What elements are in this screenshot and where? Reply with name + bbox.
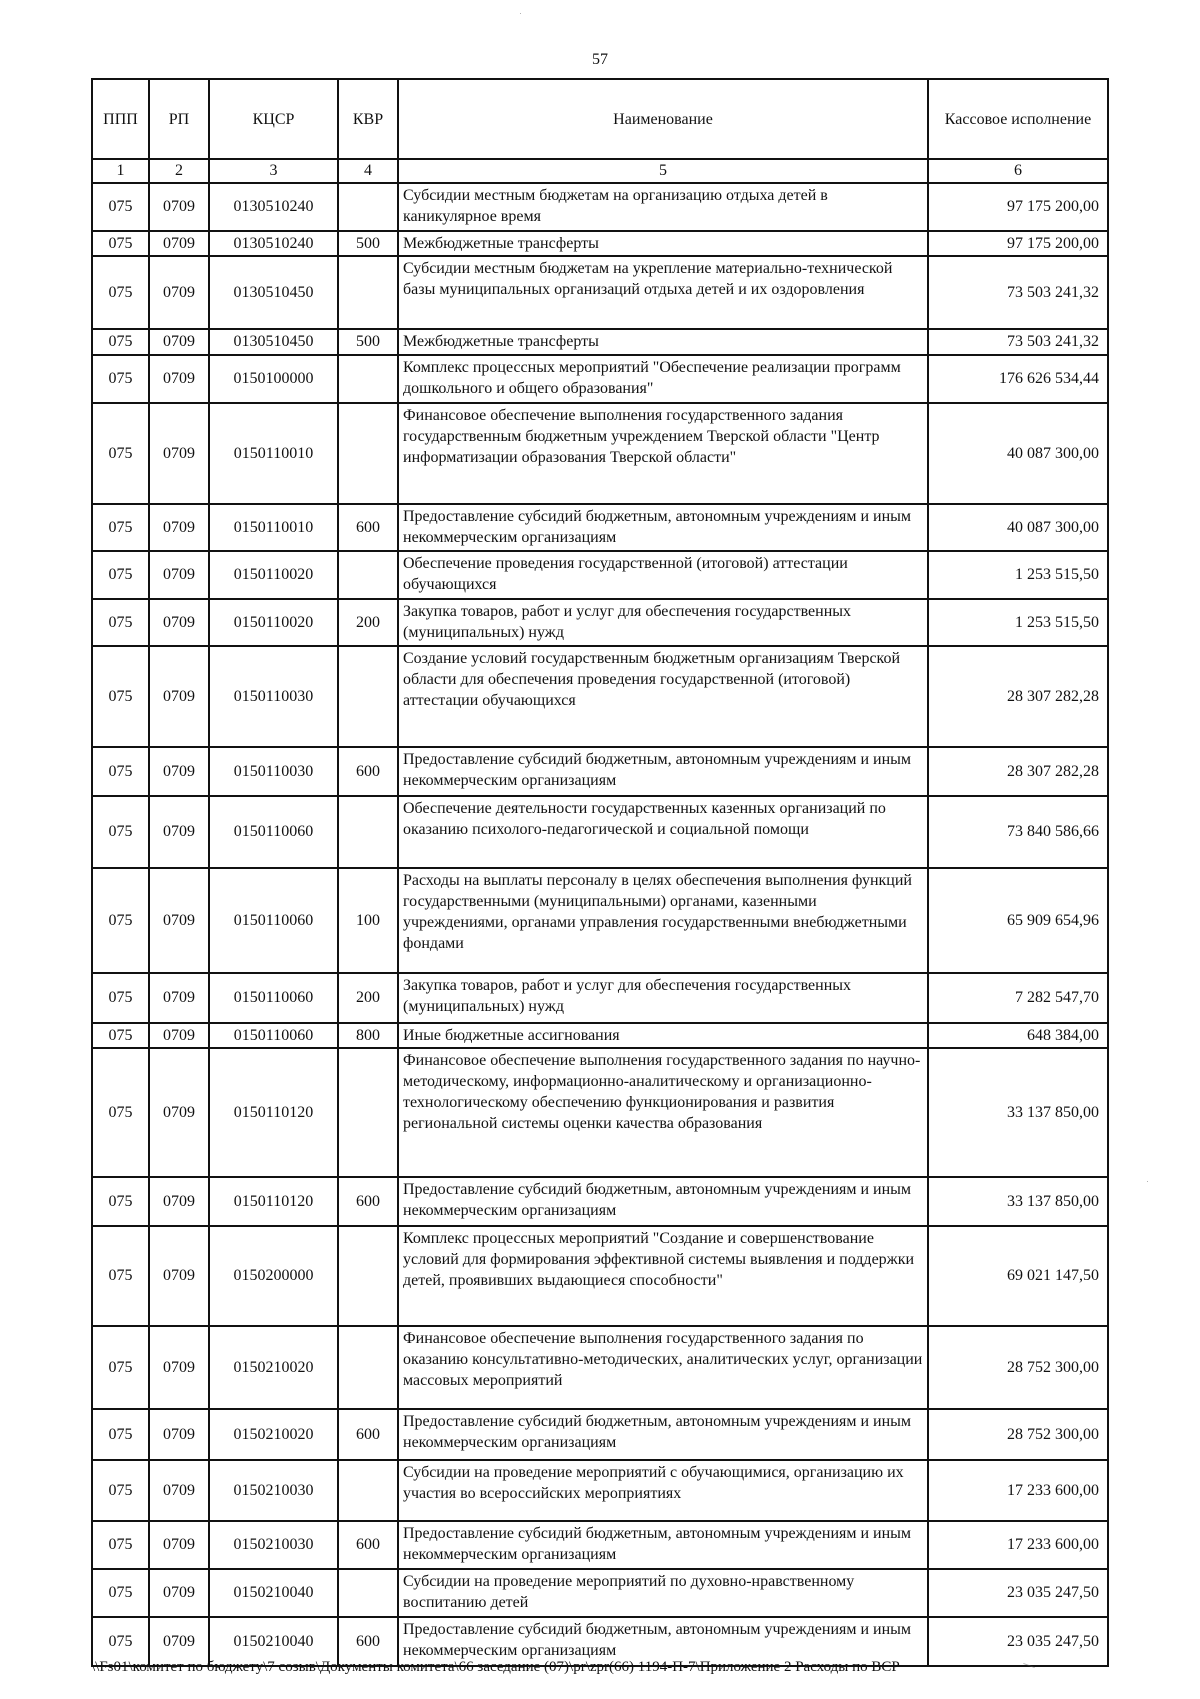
column-number-2: 2 [149, 159, 209, 183]
table-row [92, 1177, 1108, 1227]
cell-kvr: 600 [338, 1521, 398, 1569]
cell-rp: 0709 [149, 646, 209, 746]
cell-kcsr: 0150100000 [209, 355, 338, 404]
cell-kvr: 100 [338, 868, 398, 973]
cell-kcsr: 0130510240 [209, 231, 338, 257]
cell-kvr: 500 [338, 329, 398, 355]
cell-name: Комплекс процессных мероприятий "Обеспечение реализации программ дошкольного и общего образования" [398, 355, 928, 404]
cell-amount: 648 384,00 [928, 1023, 1108, 1049]
cell-kvr [338, 256, 398, 328]
cell-name: Межбюджетные трансферты [398, 231, 928, 257]
cell-rp: 0709 [149, 1460, 209, 1521]
cell-name: Закупка товаров, работ и услуг для обеспечения государственных (муниципальных) нужд [398, 599, 928, 647]
cell-kcsr: 0150110120 [209, 1177, 338, 1227]
header-kvr: КВР [338, 79, 398, 159]
cell-ppp: 075 [92, 1460, 149, 1521]
cell-name: Предоставление субсидий бюджетным, автономным учреждениям и иным некоммерческим организациям [398, 1177, 928, 1227]
cell-kcsr: 0150110020 [209, 599, 338, 647]
table-row [92, 231, 1108, 257]
cell-ppp: 075 [92, 1521, 149, 1569]
cell-name: Предоставление субсидий бюджетным, автономным учреждениям и иным некоммерческим организациям [398, 1521, 928, 1569]
cell-ppp: 075 [92, 1409, 149, 1460]
cell-rp: 0709 [149, 1326, 209, 1410]
cell-kvr [338, 646, 398, 746]
cell-rp: 0709 [149, 868, 209, 973]
column-number-3: 3 [209, 159, 338, 183]
table-row [92, 973, 1108, 1023]
cell-kcsr: 0130510450 [209, 329, 338, 355]
table-row [92, 355, 1108, 404]
cell-rp: 0709 [149, 599, 209, 647]
header-ppp: ППП [92, 79, 149, 159]
cell-kcsr: 0150110010 [209, 504, 338, 552]
cell-kcsr: 0150110120 [209, 1048, 338, 1176]
cell-kvr: 600 [338, 1177, 398, 1227]
cell-ppp: 075 [92, 1023, 149, 1049]
cell-amount: 1 253 515,50 [928, 599, 1108, 647]
cell-amount: 28 752 300,00 [928, 1326, 1108, 1410]
cell-kvr: 600 [338, 1617, 398, 1666]
table-row [92, 1569, 1108, 1618]
cell-rp: 0709 [149, 551, 209, 599]
table-row [92, 868, 1108, 973]
table-row [92, 504, 1108, 552]
column-number-1: 1 [92, 159, 149, 183]
cell-kcsr: 0150110030 [209, 747, 338, 797]
cell-kcsr: 0150200000 [209, 1226, 338, 1325]
cell-rp: 0709 [149, 1569, 209, 1618]
table-row [92, 329, 1108, 355]
cell-kvr [338, 796, 398, 867]
cell-ppp: 075 [92, 504, 149, 552]
cell-kvr [338, 1048, 398, 1176]
cell-ppp: 075 [92, 1326, 149, 1410]
cell-kcsr: 0130510240 [209, 183, 338, 231]
cell-amount: 40 087 300,00 [928, 504, 1108, 552]
cell-rp: 0709 [149, 1177, 209, 1227]
cell-rp: 0709 [149, 231, 209, 257]
cell-name: Закупка товаров, работ и услуг для обеспечения государственных (муниципальных) нужд [398, 973, 928, 1023]
cell-ppp: 075 [92, 403, 149, 503]
cell-ppp: 075 [92, 231, 149, 257]
cell-kvr: 200 [338, 973, 398, 1023]
cell-name: Субсидии местным бюджетам на организацию отдыха детей в каникулярное время [398, 183, 928, 231]
cell-rp: 0709 [149, 256, 209, 328]
table-row [92, 403, 1108, 503]
cell-amount: 33 137 850,00 [928, 1048, 1108, 1176]
table-row [92, 796, 1108, 867]
cell-kvr [338, 551, 398, 599]
cell-kvr [338, 1326, 398, 1410]
column-number-5: 5 [398, 159, 928, 183]
cell-ppp: 075 [92, 1569, 149, 1618]
cell-rp: 0709 [149, 1023, 209, 1049]
cell-rp: 0709 [149, 796, 209, 867]
cell-name: Предоставление субсидий бюджетным, автономным учреждениям и иным некоммерческим организациям [398, 504, 928, 552]
cell-kcsr: 0150210040 [209, 1617, 338, 1666]
cell-kcsr: 0150110060 [209, 868, 338, 973]
cell-ppp: 075 [92, 1048, 149, 1176]
cell-kcsr: 0150110030 [209, 646, 338, 746]
cell-kcsr: 0130510450 [209, 256, 338, 328]
scan-mark [1147, 1181, 1148, 1182]
table-row [92, 1326, 1108, 1410]
cell-ppp: 075 [92, 256, 149, 328]
cell-rp: 0709 [149, 1409, 209, 1460]
cell-ppp: 075 [92, 355, 149, 404]
table-row [92, 183, 1108, 231]
cell-ppp: 075 [92, 646, 149, 746]
table-body [92, 183, 1108, 1666]
cell-name: Обеспечение деятельности государственных казенных организаций по оказанию психолого-педагогической и социальной помощи [398, 796, 928, 867]
header-cash-execution: Кассовое исполнение [928, 79, 1108, 159]
cell-amount: 7 282 547,70 [928, 973, 1108, 1023]
cell-rp: 0709 [149, 504, 209, 552]
table-head [92, 79, 1108, 183]
cell-rp: 0709 [149, 403, 209, 503]
cell-rp: 0709 [149, 329, 209, 355]
cell-ppp: 075 [92, 1177, 149, 1227]
header-rp: РП [149, 79, 209, 159]
cell-amount: 73 503 241,32 [928, 256, 1108, 328]
cell-kvr: 800 [338, 1023, 398, 1049]
header-name: Наименование [398, 79, 928, 159]
table-row [92, 551, 1108, 599]
cell-name: Обеспечение проведения государственной (итоговой) аттестации обучающихся [398, 551, 928, 599]
cell-ppp: 075 [92, 551, 149, 599]
cell-rp: 0709 [149, 747, 209, 797]
table-row [92, 1521, 1108, 1569]
table-row [92, 646, 1108, 746]
cell-amount: 17 233 600,00 [928, 1521, 1108, 1569]
cell-kvr [338, 1460, 398, 1521]
table-row [92, 1409, 1108, 1460]
table-row [92, 1048, 1108, 1176]
cell-ppp: 075 [92, 329, 149, 355]
cell-kcsr: 0150210020 [209, 1326, 338, 1410]
cell-name: Финансовое обеспечение выполнения государственного задания по оказанию консультативно-методических, аналитических услуг, организации массовых мероприятий [398, 1326, 928, 1410]
table-row [92, 747, 1108, 797]
cell-name: Финансовое обеспечение выполнения государственного задания по научно-методическому, информационно-аналитическому и организационно-технологическому обеспечению функционирования и развития региональной системы оценки качества образования [398, 1048, 928, 1176]
column-number-4: 4 [338, 159, 398, 183]
cell-kvr: 600 [338, 504, 398, 552]
table-header-row [92, 79, 1108, 159]
cell-name: Иные бюджетные ассигнования [398, 1023, 928, 1049]
cell-kvr [338, 355, 398, 404]
cell-kvr [338, 403, 398, 503]
cell-ppp: 075 [92, 796, 149, 867]
cell-rp: 0709 [149, 1048, 209, 1176]
cell-amount: 40 087 300,00 [928, 403, 1108, 503]
header-kcsr: КЦСР [209, 79, 338, 159]
cell-amount: 69 021 147,50 [928, 1226, 1108, 1325]
cell-name: Субсидии на проведение мероприятий с обучающимися, организацию их участия во всероссийских мероприятиях [398, 1460, 928, 1521]
cell-name: Субсидии местным бюджетам на укрепление материально-технической базы муниципальных организаций отдыха детей и их оздоровления [398, 256, 928, 328]
cell-kcsr: 0150210030 [209, 1521, 338, 1569]
table-row [92, 1023, 1108, 1049]
cell-amount: 28 307 282,28 [928, 747, 1108, 797]
cell-amount: 73 840 586,66 [928, 796, 1108, 867]
cell-amount: 97 175 200,00 [928, 231, 1108, 257]
document-footer-path: \\Fs01\комитет по бюджету\7 созыв\Документы комитета\66 заседание (07)\pr\zpr(66) 1194-П-7\Приложение 2 Расходы по ВСР [91, 1659, 900, 1675]
cell-kvr [338, 1569, 398, 1618]
cell-ppp: 075 [92, 1617, 149, 1666]
cell-kcsr: 0150210040 [209, 1569, 338, 1618]
column-number-row [92, 159, 1108, 183]
cell-kcsr: 0150210030 [209, 1460, 338, 1521]
table-row [92, 256, 1108, 328]
cell-ppp: 075 [92, 747, 149, 797]
budget-table-wrapper [91, 78, 1106, 1667]
cell-amount: 28 307 282,28 [928, 646, 1108, 746]
cell-kvr: 600 [338, 747, 398, 797]
scan-mark [520, 13, 521, 14]
cell-amount: 97 175 200,00 [928, 183, 1108, 231]
cell-name: Комплекс процессных мероприятий "Создание и совершенствование условий для формирования эффективной системы выявления и поддержки детей, проявивших выдающиеся способности" [398, 1226, 928, 1325]
cell-rp: 0709 [149, 355, 209, 404]
cell-amount: 17 233 600,00 [928, 1460, 1108, 1521]
cell-kvr [338, 1226, 398, 1325]
cell-name: Субсидии на проведение мероприятий по духовно-нравственному воспитанию детей [398, 1569, 928, 1618]
cell-amount: 73 503 241,32 [928, 329, 1108, 355]
cell-amount: 65 909 654,96 [928, 868, 1108, 973]
cell-ppp: 075 [92, 183, 149, 231]
table-row [92, 1226, 1108, 1325]
cell-kvr: 500 [338, 231, 398, 257]
budget-table [91, 78, 1109, 1667]
cell-ppp: 075 [92, 599, 149, 647]
cell-kcsr: 0150110060 [209, 1023, 338, 1049]
cell-amount: 23 035 247,50 [928, 1569, 1108, 1618]
cell-name: Финансовое обеспечение выполнения государственного задания государственным бюджетным учреждением Тверской области "Центр информатизации образования Тверской области" [398, 403, 928, 503]
cell-amount: 23 035 247,50 [928, 1617, 1108, 1666]
cell-kcsr: 0150110020 [209, 551, 338, 599]
table-row [92, 1460, 1108, 1521]
cell-kvr: 600 [338, 1409, 398, 1460]
cell-name: Расходы на выплаты персоналу в целях обеспечения выполнения функций государственными (муниципальными) органами, казенными учреждениями, органами управления государственными внебюджетными фондами [398, 868, 928, 973]
cell-rp: 0709 [149, 1226, 209, 1325]
cell-ppp: 075 [92, 1226, 149, 1325]
page-number: 57 [592, 51, 608, 68]
cell-rp: 0709 [149, 183, 209, 231]
cell-amount: 176 626 534,44 [928, 355, 1108, 404]
table-row [92, 599, 1108, 647]
cell-kcsr: 0150210020 [209, 1409, 338, 1460]
cell-kcsr: 0150110060 [209, 796, 338, 867]
cell-rp: 0709 [149, 1617, 209, 1666]
cell-ppp: 075 [92, 868, 149, 973]
cell-rp: 0709 [149, 1521, 209, 1569]
column-number-6: 6 [928, 159, 1108, 183]
cell-kvr [338, 183, 398, 231]
cell-amount: 33 137 850,00 [928, 1177, 1108, 1227]
cell-name: Создание условий государственным бюджетным организациям Тверской области для обеспечения проведения государственной (итоговой) аттестации обучающихся [398, 646, 928, 746]
cell-name: Предоставление субсидий бюджетным, автономным учреждениям и иным некоммерческим организациям [398, 1617, 928, 1666]
cell-kcsr: 0150110060 [209, 973, 338, 1023]
cell-rp: 0709 [149, 973, 209, 1023]
cell-amount: 1 253 515,50 [928, 551, 1108, 599]
cell-kcsr: 0150110010 [209, 403, 338, 503]
cell-name: Предоставление субсидий бюджетным, автономным учреждениям и иным некоммерческим организациям [398, 747, 928, 797]
cell-name: Предоставление субсидий бюджетным, автономным учреждениям и иным некоммерческим организациям [398, 1409, 928, 1460]
cell-name: Межбюджетные трансферты [398, 329, 928, 355]
cell-amount: 28 752 300,00 [928, 1409, 1108, 1460]
cell-kvr: 200 [338, 599, 398, 647]
cell-ppp: 075 [92, 973, 149, 1023]
